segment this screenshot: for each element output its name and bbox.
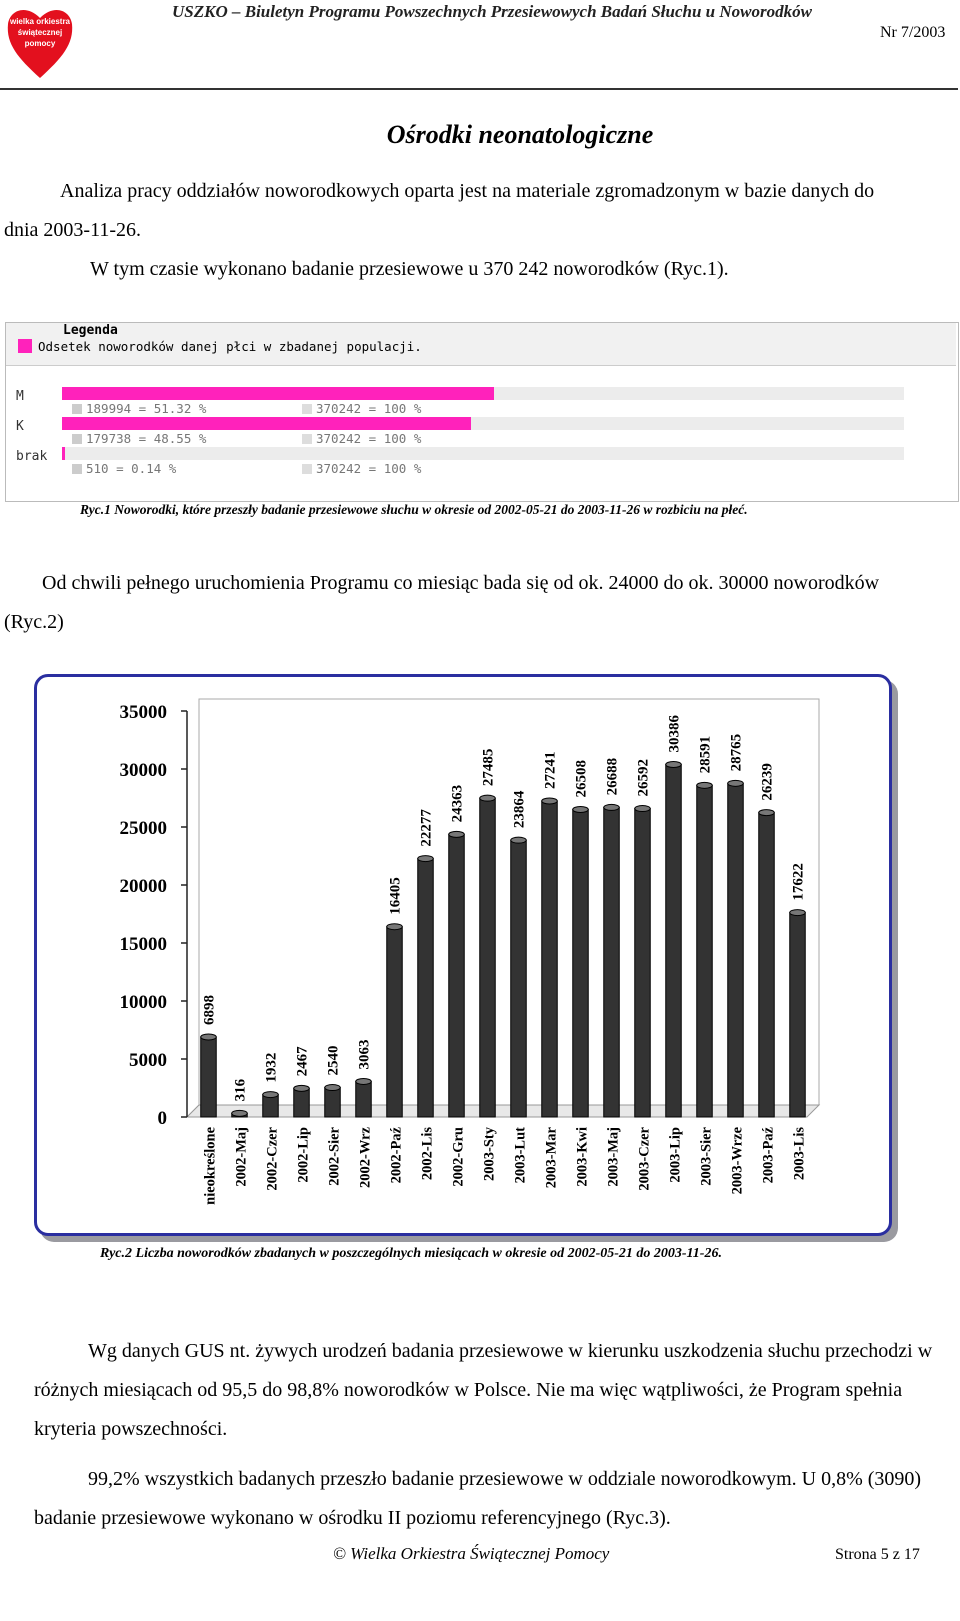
row-label-k: K <box>16 419 24 434</box>
chart-back-wall <box>187 699 819 1117</box>
category-label: 2002-Maj <box>233 1127 250 1187</box>
bar-value-label: 27241 <box>542 751 559 790</box>
bar-value-label: 1932 <box>263 1052 280 1083</box>
bar-value-label: 26239 <box>759 763 776 801</box>
bar-top <box>728 780 744 786</box>
category-label: 2003-Czer <box>636 1127 653 1191</box>
square-icon <box>72 464 82 474</box>
bar-value-label: 24363 <box>449 784 466 823</box>
row-label-brak: brak <box>16 449 48 464</box>
bar <box>635 809 651 1117</box>
figure2-caption: Ryc.2 Liczba noworodków zbadanych w poszczególnych miesiącach w okresie od 2002-05-21 do 2003-11-26. <box>100 1246 722 1261</box>
bar-value-label: 26592 <box>635 759 652 797</box>
bar-value-label: 26508 <box>573 760 590 798</box>
figure1-caption: Ryc.1 Noworodki, które przeszły badanie przesiewowe słuchu w okresie od 2002-05-21 do 2003-11-26 w rozbiciu na płeć. <box>80 502 748 517</box>
category-label: 2003-Lut <box>512 1127 529 1184</box>
bar <box>480 798 496 1117</box>
bar-value-label: 2467 <box>294 1046 311 1077</box>
bar-top <box>418 856 434 862</box>
monthly-bar-chart <box>37 677 889 1233</box>
category-label: 2002-Czer <box>264 1127 281 1191</box>
bar-top <box>480 795 496 801</box>
bar-caption-brak: 510 = 0.14 % <box>72 461 176 476</box>
bar-value-label: 17622 <box>790 863 807 901</box>
logo-line-1: wielka orkiestra <box>9 17 71 26</box>
bar-top <box>325 1085 341 1091</box>
category-label: 2003-Sier <box>698 1127 715 1186</box>
bar-value-label: 316 <box>232 1078 249 1102</box>
bar-value-label: 22277 <box>418 809 435 847</box>
section-title: Ośrodki neonatologiczne <box>386 120 654 149</box>
bar-top <box>759 810 775 816</box>
bar-value-label: 26688 <box>604 757 621 796</box>
category-label: 2003-Wrze <box>729 1127 746 1195</box>
bar <box>325 1088 341 1117</box>
bar-fill-brak <box>62 447 65 460</box>
category-label: 2002-Sier <box>326 1127 343 1186</box>
bar-top <box>387 924 403 930</box>
category-label: 2002-Lip <box>295 1127 312 1183</box>
footer-copyright: © Wielka Orkiestra Świątecznej Pomocy <box>333 1544 610 1563</box>
bar-value-label: 27485 <box>480 748 497 787</box>
bar-track-k <box>62 417 904 430</box>
bar-fill-k <box>62 417 471 430</box>
bar-value-label: 30386 <box>666 715 683 753</box>
category-label: nieokreślone <box>202 1127 219 1205</box>
bar <box>697 785 713 1117</box>
bar-track-brak <box>62 447 904 460</box>
y-tick-label: 25000 <box>119 818 167 839</box>
bar <box>201 1037 217 1117</box>
monthly-chart-frame <box>34 674 892 1236</box>
wosp-heart-logo <box>4 2 76 82</box>
row-label-m: M <box>16 389 24 404</box>
bar <box>790 913 806 1117</box>
bar <box>449 834 465 1117</box>
bar-top <box>294 1085 310 1091</box>
header-divider <box>0 88 958 90</box>
legend-text: Odsetek noworodków danej płci w zbadanej populacji. <box>38 339 422 354</box>
bar-top <box>635 806 651 812</box>
bar-value-label: 2540 <box>325 1045 342 1076</box>
bar-top <box>604 804 620 810</box>
issue-number: Nr 7/2003 <box>880 24 946 41</box>
bar-value-label: 28591 <box>697 735 714 774</box>
square-icon <box>302 434 312 444</box>
bar <box>356 1081 372 1117</box>
legend-title: Legenda <box>63 323 118 338</box>
bar-top <box>573 807 589 813</box>
bar-total-m: 370242 = 100 % <box>302 401 421 416</box>
legend <box>6 323 956 366</box>
bulletin-title: USZKO – Biuletyn Programu Powszechnych Przesiewowych Badań Słuchu u Noworodków <box>172 2 812 21</box>
category-label: 2002-Paź <box>388 1127 405 1184</box>
category-label: 2002-Wrz <box>357 1127 374 1188</box>
category-label: 2002-Gru <box>450 1127 467 1187</box>
bar-top <box>666 762 682 768</box>
square-icon <box>302 404 312 414</box>
category-label: 2003-Lip <box>667 1127 684 1183</box>
bar-top <box>263 1092 279 1098</box>
bar-total-brak: 370242 = 100 % <box>302 461 421 476</box>
square-icon <box>72 434 82 444</box>
bar-value-label: 3063 <box>356 1039 373 1070</box>
bar <box>759 813 775 1117</box>
bar-top <box>232 1110 248 1116</box>
bar <box>418 859 434 1117</box>
bar <box>387 927 403 1117</box>
bar <box>728 783 744 1117</box>
legend-swatch <box>18 339 32 353</box>
bar <box>511 840 527 1117</box>
category-label: 2002-Lis <box>419 1127 436 1181</box>
bar-value-label: 16405 <box>387 877 404 915</box>
bar <box>604 807 620 1117</box>
bar <box>542 801 558 1117</box>
bar-value-label: 28765 <box>728 733 745 772</box>
bar-top <box>201 1034 217 1040</box>
bar-top <box>511 837 527 843</box>
y-tick-label: 15000 <box>119 934 167 955</box>
logo-line-2: świątecznej <box>17 28 63 37</box>
bar-value-label: 6898 <box>201 994 218 1025</box>
gender-breakdown-panel <box>5 322 959 502</box>
paragraph-monthly: Od chwili pełnego uruchomienia Programu co miesiąc bada się od ok. 24000 do ok. 30000 noworodków (Ryc.2) <box>4 572 880 633</box>
bar-top <box>790 910 806 916</box>
paragraph-referral: 99,2% wszystkich badanych przeszło badanie przesiewowe w oddziale noworodkowym. U 0,8% (3090) badanie przesiewowe wykonano w ośrodku II poziomu referencyjnego (Ryc.3). <box>34 1468 922 1529</box>
y-tick-label: 0 <box>157 1108 167 1129</box>
square-icon <box>302 464 312 474</box>
category-label: 2003-Maj <box>605 1127 622 1187</box>
bar-total-k: 370242 = 100 % <box>302 431 421 446</box>
bar-fill-m <box>62 387 494 400</box>
bar-value-label: 23864 <box>511 790 528 829</box>
y-tick-label: 30000 <box>119 760 167 781</box>
logo-line-3: pomocy <box>24 39 56 48</box>
bar-track-m <box>62 387 904 400</box>
paragraph-analysis: Analiza pracy oddziałów noworodkowych oparta jest na materiale zgromadzonym w bazie danych do dnia 2003-11-26. <box>4 180 875 241</box>
bar-top <box>356 1078 372 1084</box>
square-icon <box>72 404 82 414</box>
y-tick-label: 5000 <box>129 1050 167 1071</box>
bar-top <box>697 782 713 788</box>
bar-top <box>449 831 465 837</box>
category-label: 2003-Sty <box>481 1127 498 1181</box>
footer-page-number: Strona 5 z 17 <box>835 1546 920 1563</box>
bar <box>666 765 682 1117</box>
y-tick-label: 10000 <box>119 992 167 1013</box>
bar <box>573 810 589 1117</box>
chart-floor <box>187 1105 819 1117</box>
category-label: 2003-Kwi <box>574 1127 591 1187</box>
bar <box>294 1088 310 1117</box>
bar-caption-k: 179738 = 48.55 % <box>72 431 206 446</box>
bar-top <box>542 798 558 804</box>
y-tick-label: 20000 <box>119 876 167 897</box>
category-label: 2003-Lis <box>791 1127 808 1181</box>
paragraph-gus: Wg danych GUS nt. żywych urodzeń badania przesiewowe w kierunku uszkodzenia słuchu przechodzi w różnych miesiącach od 95,5 do 98,8% noworodków w Polsce. Nie ma więc wątpliwości, że Program spełnia kryteria powszechności. <box>34 1340 933 1440</box>
category-label: 2003-Mar <box>543 1127 560 1189</box>
paragraph-total: W tym czasie wykonano badanie przesiewowe u 370 242 noworodków (Ryc.1). <box>90 258 729 280</box>
category-label: 2003-Paź <box>760 1127 777 1184</box>
bar-caption-m: 189994 = 51.32 % <box>72 401 206 416</box>
y-tick-label: 35000 <box>119 702 167 723</box>
